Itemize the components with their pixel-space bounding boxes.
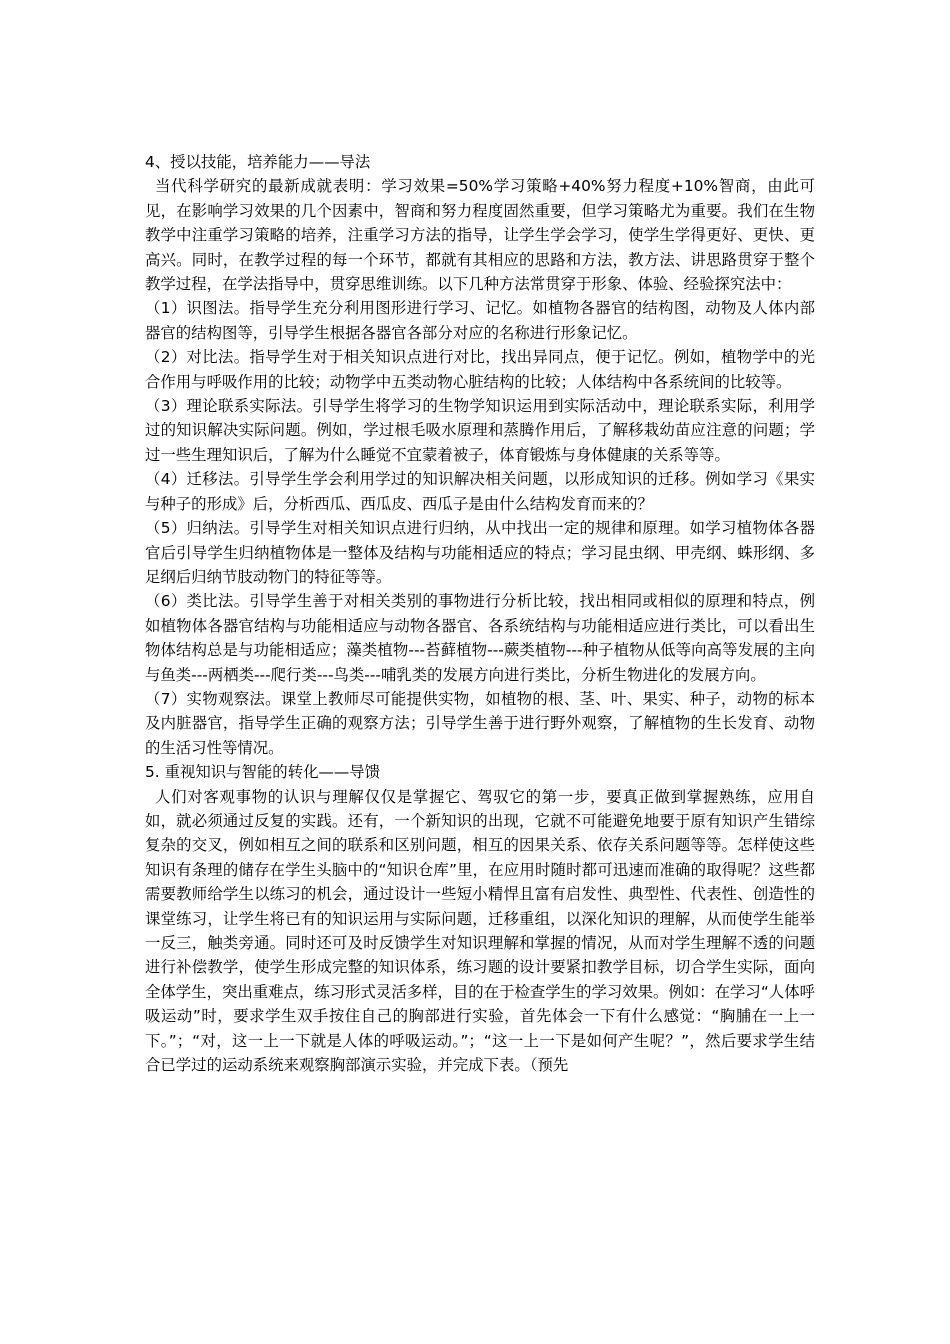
method-5-paragraph: （5）归纳法。引导学生对相关知识点进行归纳，从中找出一定的规律和原理。如学习植物体各器官后引导学生归纳植物体是一整体及结构与功能相适应的特点；学习昆虫纲、甲壳纲、蛛形纲、多足纲后归纳节肢动物门的特征等等。 (145, 519, 815, 586)
method-7-paragraph: （7）实物观察法。课堂上教师尽可能提供实物，如植物的根、茎、叶、果实、种子，动物的标本及内脏器官，指导学生正确的观察方法；引导学生善于进行野外观察，了解植物的生长发育、动物的生活习性等情况。 (145, 689, 815, 757)
method-2-paragraph: （2）对比法。指导学生对于相关知识点进行对比，找出异同点，便于记忆。例如，植物学中的光合作用与呼吸作用的比较；动物学中五类动物心脏结构的比较；人体结构中各系统间的比较等。 (145, 348, 815, 391)
method-3-paragraph: （3）理论联系实际法。引导学生将学习的生物学知识运用到实际活动中，理论联系实际，利用学过的知识解决实际问题。例如，学过根毛吸水原理和蒸腾作用后，了解移栽幼苗应注意的问题；学过一些生理知识后，了解为什么睡觉不宜蒙着被子，体育锻炼与身体健康的关系等等。 (145, 397, 815, 464)
method-1-paragraph: （1）识图法。指导学生充分利用图形进行学习、记忆。如植物各器官的结构图，动物及人体内部器官的结构图等，引导学生根据各器官各部分对应的名称进行形象记忆。 (145, 299, 815, 342)
document-page (145, 150, 815, 1077)
section-5-body: 人们对客观事物的认识与理解仅仅是掌握它、驾驭它的第一步，要真正做到掌握熟练，应用自如，就必须通过反复的实践。还有，一个新知识的出现，它就不可能避免地要于原有知识产生错综复杂的交叉，例如相互之间的联系和区别问题，相互的因果关系、依存关系问题等等。怎样使这些知识有条理的储存在学生头脑中的“知识仓库”里，在应用时随时都可迅速而准确的取得呢？这些都需要教师给学生以练习的机会，通过设计一些短小精悍且富有启发性、典型性、代表性、创造性的课堂练习，让学生将已有的知识运用与实际问题，迁移重组，以深化知识的理解，从而使学生能举一反三，触类旁通。同时还可及时反馈学生对知识理解和掌握的情况，从而对学生理解不透的问题进行补偿教学，使学生形成完整的知识体系，练习题的设计要紧扣教学目标，切合学生实际，面向全体学生，突出重难点，练习形式灵活多样，目的在于检查学生的学习效果。例如：在学习“人体呼吸运动”时，要求学生双手按住自己的胸部进行实验，首先体会一下有什么感觉：“胸脯在一上一下。”；“对，这一上一下就是人体的呼吸运动。”；“这一上一下是如何产生呢？”，然后要求学生结合已学过的运动系统来观察胸部演示实验，并完成下表。（预先 (145, 787, 815, 1075)
method-4-paragraph: （4）迁移法。引导学生学会利用学过的知识解决相关问题，以形成知识的迁移。例如学习《果实与种子的形成》后，分析西瓜、西瓜皮、西瓜子是由什么结构发育而来的？ (145, 470, 815, 513)
method-6-paragraph: （6）类比法。引导学生善于对相关类别的事物进行分析比较，找出相同或相似的原理和特点，例如植物体各器官结构与功能相适应与动物各器官、各系统结构与功能相适应进行类比，可以看出生物体结构总是与功能相适应；藻类植物---苔藓植物---蕨类植物---种子植物从低等向高等发展的主向与鱼类---两栖类---爬行类---鸟类---哺乳类的发展方向进行类比，分析生物进化的发展方向。 (145, 592, 815, 684)
section-5-heading: 5. 重视知识与智能的转化——导馈 (145, 763, 381, 782)
section-4-intro: 当代科学研究的最新成就表明：学习效果=50%学习策略+40%努力程度+10%智商，由此可见，在影响学习效果的几个因素中，智商和努力程度固然重要，但学习策略尤为重要。我们在生物教学中注重学习策略的培养，注重学习方法的指导，让学生学会学习，使学生学得更好、更快、更高兴。同时，在教学过程的每一个环节，都就有其相应的思路和方法，教方法、讲思路贯穿于整个教学过程，在学法指导中，贯穿思维训练。以下几种方法常贯穿于形象、体验、经验探究法中： (145, 177, 815, 294)
section-4-heading: 4、授以技能，培养能力——导法 (145, 153, 371, 171)
